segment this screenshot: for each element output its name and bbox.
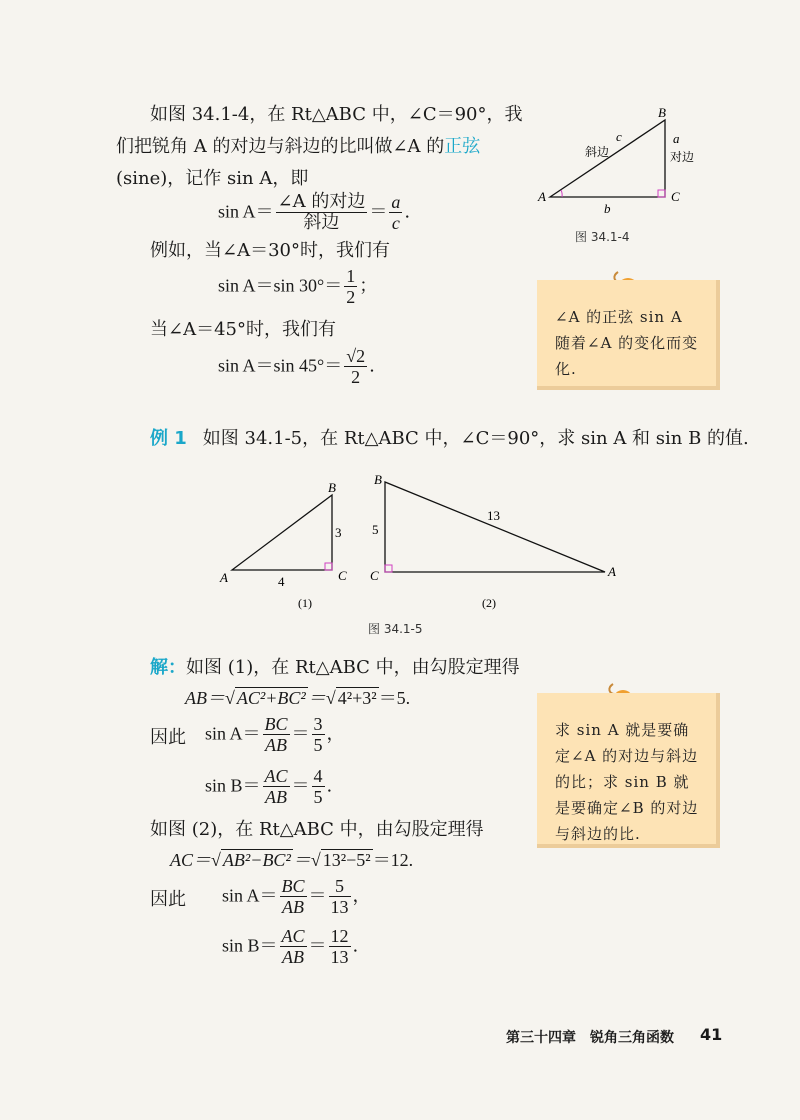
example-45-lead: 当∠A＝45°时，我们有 <box>150 319 336 340</box>
solution-intro-2: 如图 (2)，在 Rt△ABC 中，由勾股定理得 <box>150 819 484 840</box>
t1-label-bc: 3 <box>335 525 342 540</box>
label-hypotenuse: 斜边 <box>585 145 610 159</box>
term-sine: 正弦 <box>444 136 481 157</box>
t1-label-a: A <box>220 570 228 585</box>
t2-label-a: A <box>608 564 616 579</box>
note-2-text: 求 sin A 就是要确定∠A 的对边与斜边的比；求 sin B 就是要确定∠B 的对边与斜边的比. <box>555 721 699 843</box>
sin-a-2-den: AB <box>282 897 305 917</box>
ab-radicand-2: 4²+3² <box>337 688 377 708</box>
sin-a-1-lhs: sin A＝ <box>205 723 261 744</box>
t2-label-bc: 5 <box>372 522 379 537</box>
sin-b-1-frac-2 <box>312 766 325 807</box>
chapter-title: 第三十四章 锐角三角函数 <box>506 1030 674 1046</box>
figure-34-1-4-caption: 图 34.1-4 <box>575 230 630 244</box>
right-angle-mark-1 <box>325 563 332 570</box>
ac-radicand-1: AB²−BC² <box>222 850 291 870</box>
sin-b-2-lhs: sin B＝ <box>222 935 278 956</box>
example-1-text: 如图 34.1-5，在 Rt△ABC 中，∠C＝90°，求 sin A 和 sin B 的值. <box>202 428 749 449</box>
def-fraction <box>276 192 368 233</box>
figure-34-1-5 <box>210 470 630 615</box>
hence-2: 因此 <box>150 889 186 910</box>
def-numerator-2: a <box>391 192 401 212</box>
solution-p1: 如图 (1)，在 Rt△ABC 中，由勾股定理得 <box>186 657 520 678</box>
sin-a-1-end: ， <box>326 723 345 745</box>
ex30-den: 2 <box>346 287 356 307</box>
sin-a-1: sin A＝ $\frac{BC}{AB}$ ＝ $\frac{3}{5}$ ， <box>205 714 345 755</box>
sin-b-1: sin B＝ $\frac{AC}{AB}$ ＝ $\frac{4}{5}$ . <box>205 766 333 807</box>
label-side-b: b <box>604 201 611 215</box>
def-denominator-2: c <box>391 213 400 233</box>
example-1 <box>150 427 749 451</box>
ac-computation: AC＝√ AB²−BC² ＝√ 13²−5² ＝12. <box>170 850 414 870</box>
ab-end: ＝5. <box>378 688 411 708</box>
sin-b-2: sin B＝ $\frac{AC}{AB}$ ＝ $\frac{12}{13}$ . <box>222 926 359 967</box>
sin-a-2-num-2: 5 <box>329 876 351 897</box>
ac-radicand-2: 13²−5² <box>322 850 371 870</box>
sin-a-2-num: BC <box>281 876 305 896</box>
sin-a-1-frac-2 <box>312 714 325 755</box>
intro-line-2-text: 们把锐角 A 的对边与斜边的比叫做∠A 的 <box>116 136 445 157</box>
sin-b-1-end: . <box>326 775 333 797</box>
triangle-1 <box>232 495 332 570</box>
intro-line-1: 如图 34.1-4，在 Rt△ABC 中，∠C＝90°，我 <box>150 104 523 125</box>
sub-caption-2: (2) <box>482 596 496 610</box>
def-fraction-2 <box>389 192 402 233</box>
t2-label-ab: 13 <box>487 508 500 523</box>
def-denominator: 斜边 <box>303 212 340 233</box>
ab-mid: ＝ <box>307 688 326 708</box>
sin-b-1-den: AB <box>265 787 288 807</box>
ac-lhs: AC＝ <box>170 850 212 870</box>
sine-definition <box>218 192 410 233</box>
sin-b-2-num: AC <box>281 926 305 946</box>
sin-a-1-den-2: 5 <box>313 735 323 755</box>
example-30-lead: 例如，当∠A＝30°时，我们有 <box>150 240 390 261</box>
sin-a-1-frac <box>263 714 290 755</box>
sin-a-2-frac-2 <box>329 876 351 917</box>
sin-a-1-num-2: 3 <box>313 714 323 734</box>
ex30-num: 1 <box>346 266 356 286</box>
ex45-num: √2 <box>346 346 366 366</box>
def-lhs: sin A＝ <box>218 201 274 222</box>
angle-a-arc <box>561 190 562 197</box>
ab-computation: AB＝√ AC²+BC² ＝√ 4²+3² ＝5. <box>185 688 411 708</box>
ex30-lhs: sin A＝sin 30°＝ <box>218 275 343 296</box>
ab-lhs: AB＝ <box>185 688 225 708</box>
solution-label: 解： <box>150 657 186 678</box>
sin-a-2-den-2: 13 <box>330 897 349 917</box>
note-sin-ratio <box>537 693 720 848</box>
t1-label-b: B <box>328 480 336 495</box>
hence-1: 因此 <box>150 727 186 748</box>
sin-a-2: sin A＝ $\frac{BC}{AB}$ ＝ $\frac{5}{13}$ ， <box>222 876 371 917</box>
example-30-formula <box>218 266 377 307</box>
ac-end: ＝12. <box>372 850 414 870</box>
label-c-vertex: C <box>671 189 680 204</box>
triangle-2 <box>385 482 605 572</box>
def-eq: ＝ <box>369 201 388 223</box>
page-number: 41 <box>700 1025 723 1044</box>
solution-intro-1 <box>150 656 520 680</box>
t2-label-c: C <box>370 568 379 583</box>
figure-34-1-4 <box>530 105 700 215</box>
sin-b-2-end: . <box>352 935 359 957</box>
ac-mid: ＝ <box>292 850 311 870</box>
sin-b-1-lhs: sin B＝ <box>205 775 261 796</box>
t1-label-c: C <box>338 568 347 583</box>
sin-b-1-frac <box>263 766 290 807</box>
intro-line-2 <box>116 135 480 159</box>
ex30-end: ； <box>359 275 378 297</box>
ex45-den: 2 <box>351 367 361 387</box>
sin-b-2-den: AB <box>282 947 305 967</box>
label-a-vertex: A <box>538 189 546 204</box>
right-angle-mark-2 <box>385 565 392 572</box>
sin-a-2-lhs: sin A＝ <box>222 885 278 906</box>
label-side-a: a <box>673 131 680 146</box>
note-1-text: ∠A 的正弦 sin A 随着∠A 的变化而变化. <box>555 308 699 378</box>
ex45-end: . <box>369 355 375 377</box>
sub-caption-1: (1) <box>298 596 312 610</box>
sin-b-2-den-2: 13 <box>330 947 349 967</box>
example-45-formula <box>218 346 375 387</box>
sin-b-2-num-2: 12 <box>330 926 349 946</box>
right-angle-mark <box>658 190 665 197</box>
ab-radicand-1: AC²+BC² <box>236 688 306 708</box>
ex45-lhs: sin A＝sin 45°＝ <box>218 355 343 376</box>
sin-b-1-num: AC <box>264 766 288 786</box>
sin-a-1-den: AB <box>265 735 288 755</box>
ex30-fraction <box>344 266 357 307</box>
sin-a-2-frac <box>280 876 307 917</box>
sin-b-2-frac-2 <box>329 926 351 967</box>
sin-b-1-num-2: 4 <box>313 766 323 786</box>
t1-label-ac: 4 <box>278 574 285 589</box>
example-1-label: 例 1 <box>150 428 187 449</box>
note-sine-varies <box>537 280 720 390</box>
sin-b-2-frac <box>280 926 307 967</box>
sin-a-2-end: ， <box>352 885 371 907</box>
label-side-c: c <box>616 129 622 144</box>
ex45-fraction <box>344 346 367 387</box>
sin-b-1-den-2: 5 <box>313 787 323 807</box>
def-numerator: ∠A 的对边 <box>277 191 366 212</box>
intro-line-3: (sine)，记作 sin A，即 <box>116 168 309 189</box>
def-end: . <box>404 201 411 223</box>
figure-34-1-5-caption: 图 34.1-5 <box>368 622 423 636</box>
label-opposite: 对边 <box>670 150 695 164</box>
sin-a-1-num: BC <box>264 714 288 734</box>
t2-label-b: B <box>374 472 382 487</box>
label-b-vertex: B <box>658 105 666 120</box>
